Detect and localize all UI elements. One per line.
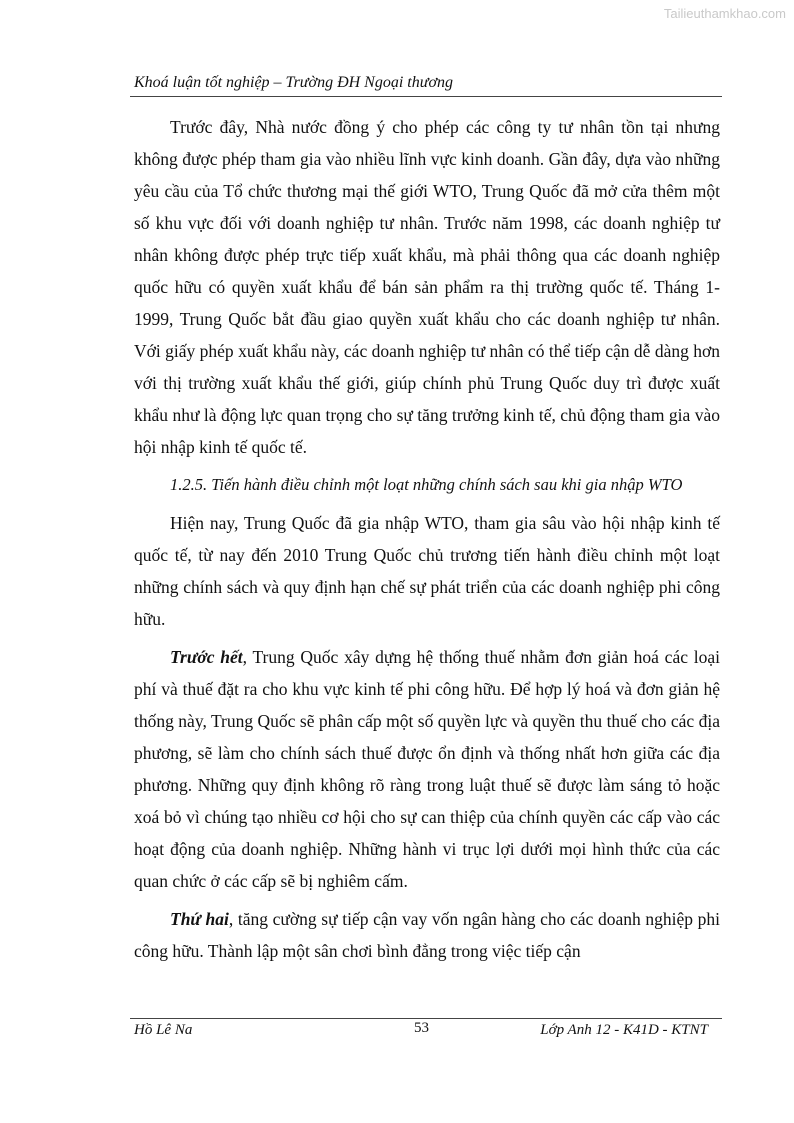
- paragraph-3: [134, 641, 720, 897]
- paragraph-3-text: , Trung Quốc xây dựng hệ thống thuế nhằm đơn giản hoá các loại phí và thuế đặt ra cho khu vực kinh tế phi công hữu. Để hợp lý hoá và đơn giản hệ thống này, Trung Quốc sẽ phân cấp một số quyền lực và quyền thu thuế cho các địa phương, sẽ làm cho chính sách thuế được ổn định và thống nhất hơn giữa các địa phương. Những quy định không rõ ràng trong luật thuế sẽ được làm sáng tỏ hoặc xoá bỏ vì chúng tạo nhiều cơ hội cho sự can thiệp của chính quyền các cấp vào các hoạt động của doanh nghiệp. Những hành vi trục lợi dưới mọi hình thức của các quan chức ở các cấp sẽ bị nghiêm cấm.: [134, 647, 720, 891]
- paragraph-2: Hiện nay, Trung Quốc đã gia nhập WTO, tham gia sâu vào hội nhập kinh tế quốc tế, từ nay đến 2010 Trung Quốc chủ trương tiến hành điều chỉnh một loạt những chính sách và quy định hạn chế sự phát triển của các doanh nghiệp phi công hữu.: [134, 513, 720, 629]
- header-divider: [130, 96, 722, 97]
- page-body: [134, 111, 720, 967]
- footer-divider: [130, 1018, 722, 1019]
- page-number: 53: [414, 1020, 429, 1036]
- running-header-title: Khoá luận tốt nghiệp – Trường ĐH Ngoại thương: [134, 74, 453, 91]
- paragraph-4-text: , tăng cường sự tiếp cận vay vốn ngân hàng cho các doanh nghiệp phi công hữu. Thành lập một sân chơi bình đẳng trong việc tiếp cận: [134, 909, 720, 961]
- footer-class-info: Lớp Anh 12 - K41D - KTNT: [540, 1022, 708, 1038]
- paragraph-3-lead: Trước hết: [170, 647, 243, 667]
- paragraph-1: Trước đây, Nhà nước đồng ý cho phép các công ty tư nhân tồn tại nhưng không được phép tham gia vào nhiều lĩnh vực kinh doanh. Gần đây, dựa vào những yêu cầu của Tổ chức thương mại thế giới WTO, Trung Quốc đã mở cửa thêm một số khu vực đối với doanh nghiệp tư nhân. Trước năm 1998, các doanh nghiệp tư nhân không được phép trực tiếp xuất khẩu, mà phải thông qua các doanh nghiệp quốc hữu có quyền xuất khẩu để bán sản phẩm ra thị trường quốc tế. Tháng 1-1999, Trung Quốc bắt đầu giao quyền xuất khẩu cho các doanh nghiệp tư nhân. Với giấy phép xuất khẩu này, các doanh nghiệp tư nhân có thể tiếp cận dễ dàng hơn với thị trường xuất khẩu thế giới, giúp chính phủ Trung Quốc duy trì được xuất khẩu như là động lực quan trọng cho sự tăng trưởng kinh tế, chủ động tham gia vào hội nhập kinh tế quốc tế.: [134, 117, 720, 457]
- section-heading-1-2-5: 1.2.5. Tiến hành điều chỉnh một loạt những chính sách sau khi gia nhập WTO: [170, 475, 683, 494]
- paragraph-4-lead: Thứ hai: [170, 909, 229, 929]
- paragraph-4: [134, 903, 720, 967]
- footer-author: Hồ Lê Na: [134, 1022, 193, 1038]
- watermark-text: Tailieuthamkhao.com: [663, 6, 786, 21]
